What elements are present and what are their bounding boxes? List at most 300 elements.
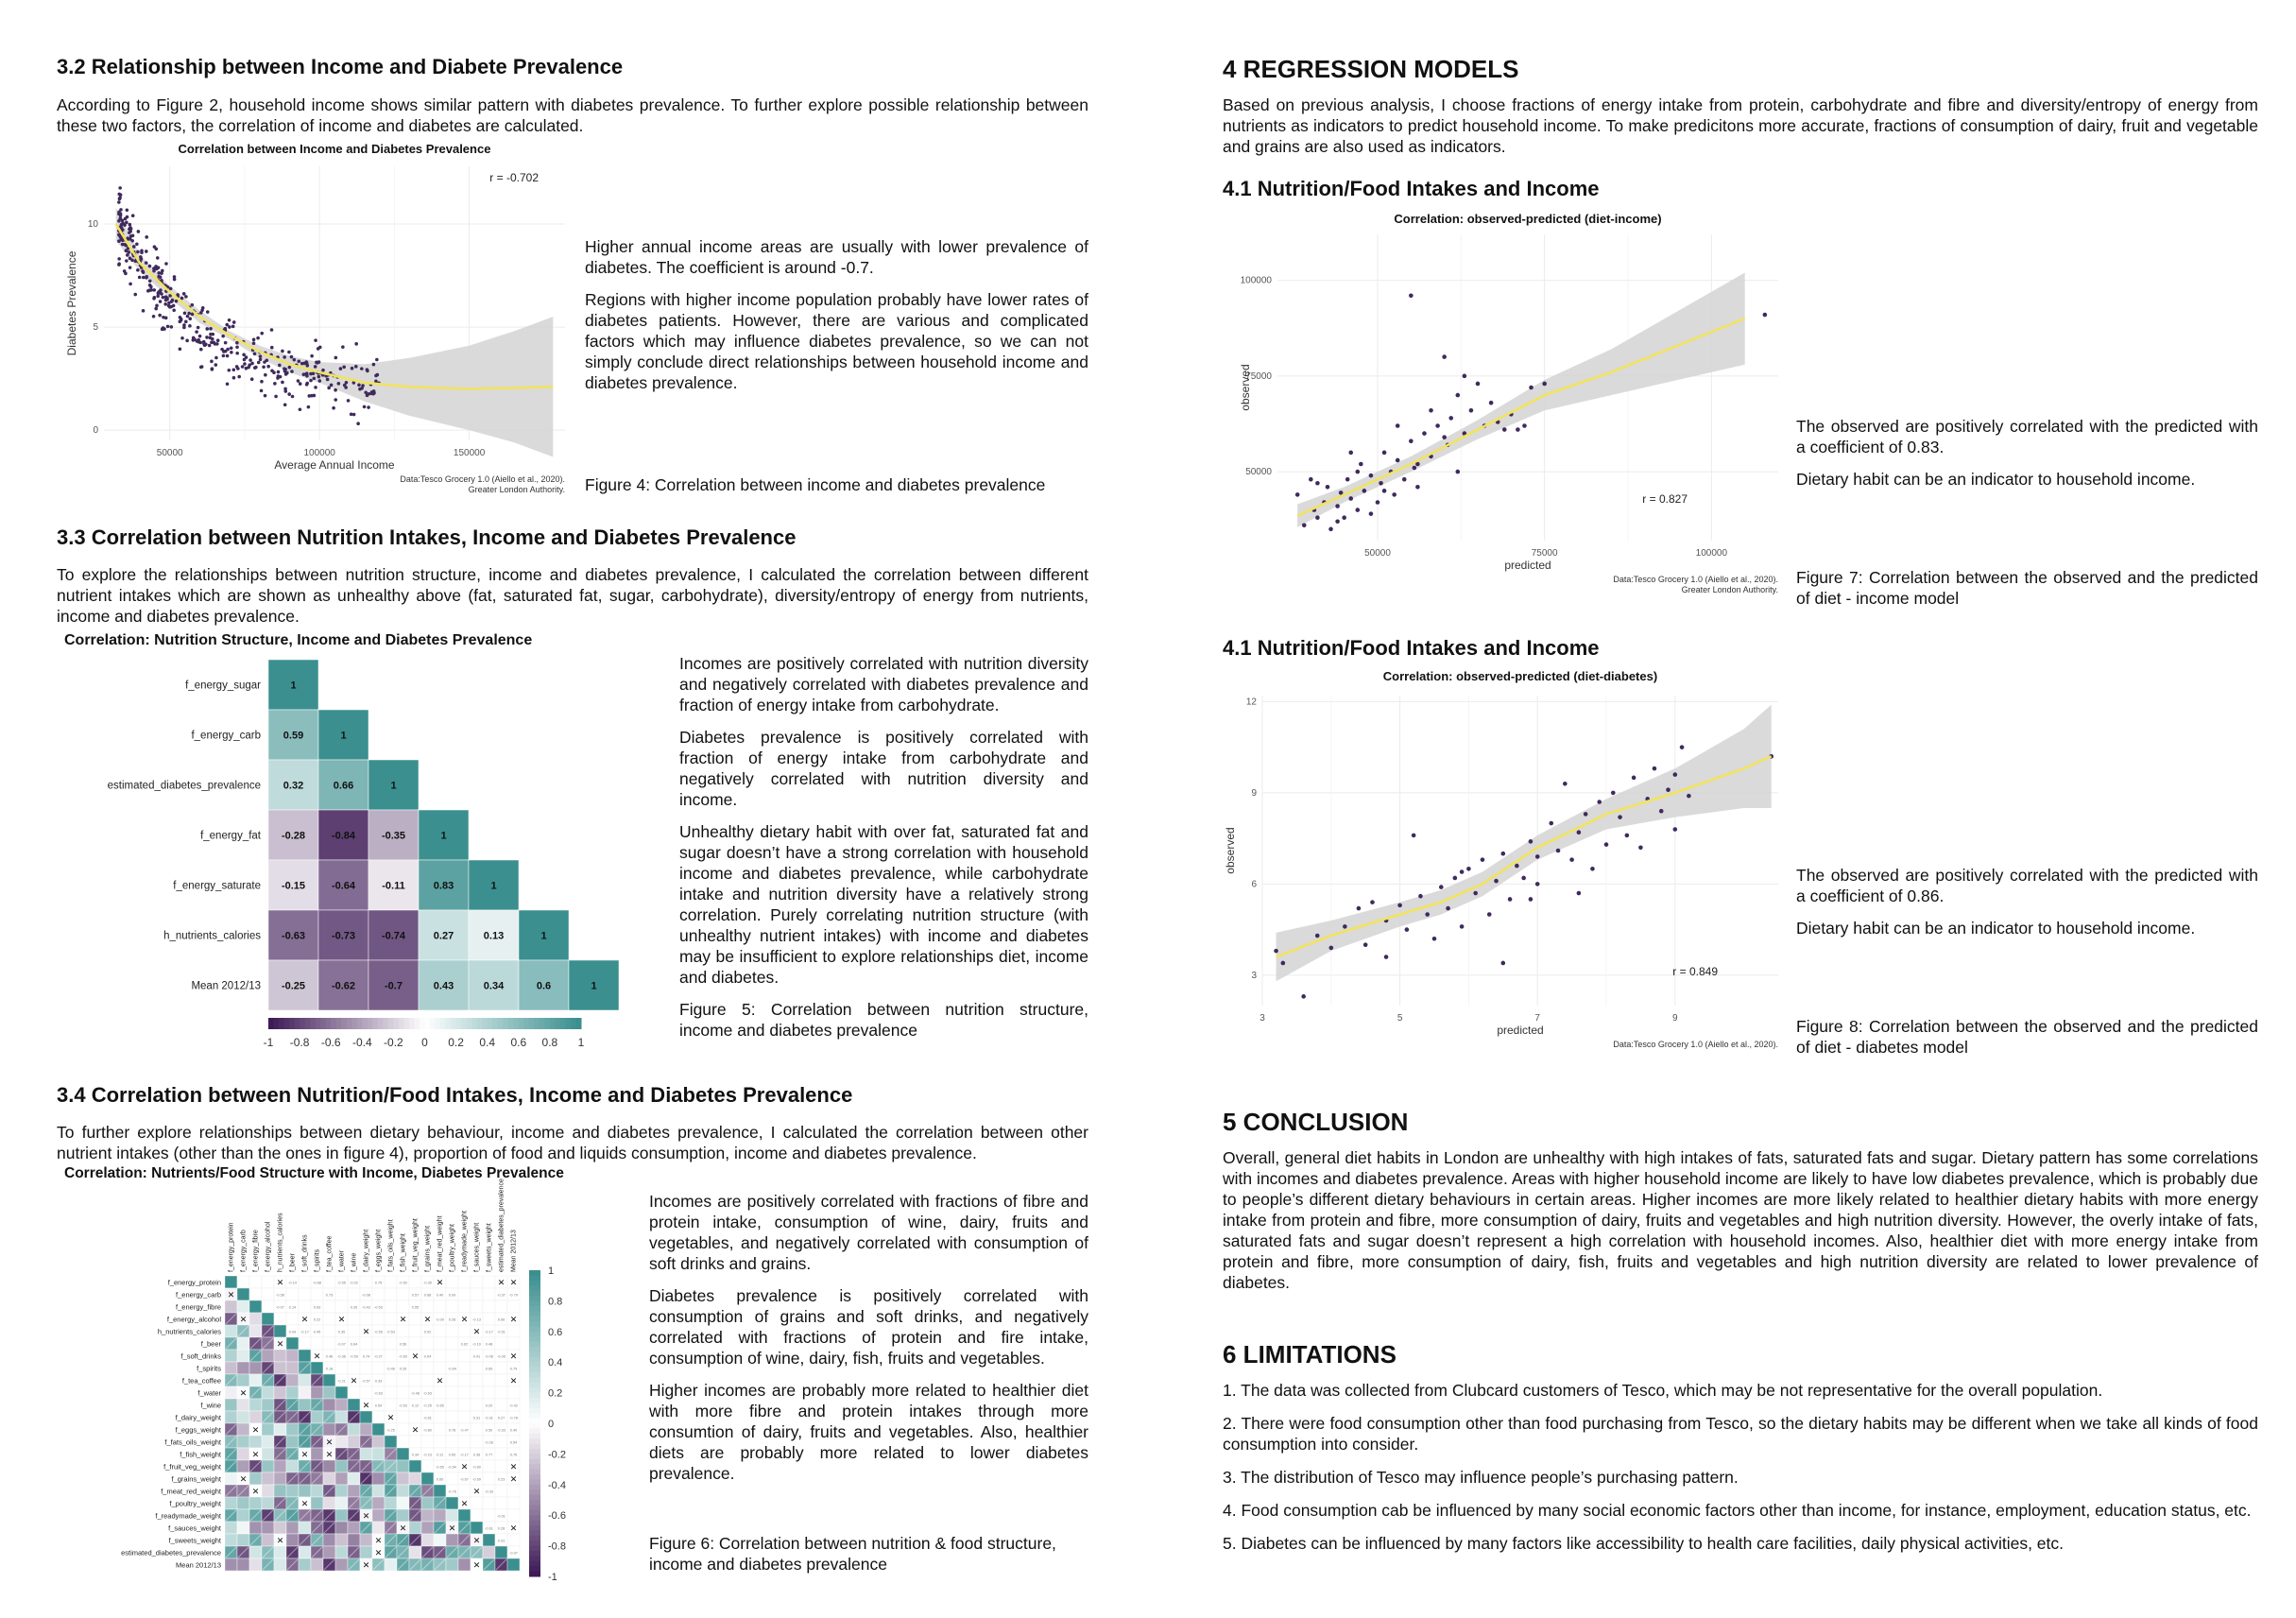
correlation-cell [262,1423,274,1436]
color-scale-segment [529,1485,540,1490]
data-point [1396,458,1400,463]
correlation-cell-upper [495,1362,507,1374]
data-point [214,363,217,367]
data-point [272,370,276,374]
data-point [283,368,287,371]
data-point [1442,435,1447,439]
correlation-cell-upper [471,1497,483,1509]
data-point [142,270,146,274]
cell-value: -0.35 [423,1281,432,1285]
data-point [154,307,158,311]
cell-value: -0.09 [497,1354,505,1359]
cell-value: -0.35 [381,830,406,842]
data-point [226,348,230,352]
insignificant-mark: ✕ [472,1560,481,1570]
section-3-3-text-1: Incomes are positively correlated with nutrition diversity and negatively correlated with diabetes prevalence and fraction of energy intake from carbohydrate. [679,654,1088,714]
color-scale-segment [555,1018,560,1029]
data-point [1409,439,1414,443]
cell-value: -0.17 [485,1330,493,1334]
cell-value: 0.02 [423,1330,432,1334]
data-point [1405,927,1410,932]
row-label: h_nutrients_calories [157,1327,221,1336]
data-point [1469,408,1474,413]
correlation-cell [286,1337,299,1350]
data-point [1425,912,1430,917]
cell-value: 0.41 [472,1354,481,1359]
color-scale-segment [477,1018,483,1029]
row-label: f_energy_fat [200,830,261,842]
data-point [1535,854,1540,859]
correlation-cell [323,1546,335,1558]
insignificant-mark: ✕ [509,1523,518,1533]
cell-value: 0.09 [288,1330,297,1334]
data-point [232,320,236,324]
insignificant-mark: ✕ [448,1523,456,1533]
x-tick-label: 100000 [303,448,335,458]
data-point [183,311,187,315]
section-4-1b-text-1: The observed are positively correlated with the predicted with a coefficient of 0.86. [1796,866,2258,905]
data-point [125,259,129,263]
data-point [264,394,267,398]
row-label: f_readymade_weight [155,1511,221,1521]
data-point [1501,961,1506,966]
color-scale-segment [529,1306,540,1312]
color-scale-tick: 0.8 [548,1296,563,1308]
data-point [120,223,124,227]
cell-value: -0.78 [509,1416,518,1420]
color-scale-tick: 0 [421,1036,428,1049]
color-scale-segment [403,1018,409,1029]
correlation-cell-upper [446,1472,458,1485]
cell-value: 0.50 [485,1428,493,1433]
cell-value: 0.40 [509,1428,518,1433]
color-scale-segment [279,1018,284,1029]
section-4-intro: Based on previous analysis, I choose fractions of energy intake from protein, carbohydrate and fibre and diversity/entropy of energy from nutrients as indicators to predict household income. To make predicitons more accurate, fractions of consumption of dairy, fruit and vegetable and grains are also used as indicators. [1223,95,2258,156]
color-scale-segment [534,1018,540,1029]
insignificant-mark: ✕ [362,1511,370,1521]
data-source-note: Data:Tesco Grocery 1.0 (Aiello et al., 2020). [1613,575,1778,584]
correlation-cell-upper [458,1485,471,1497]
correlation-cell [249,1325,262,1337]
color-scale-segment [388,1018,394,1029]
correlation-cell-upper [372,1288,385,1300]
data-point [1460,869,1465,874]
data-point [173,275,177,279]
data-point [293,358,297,362]
chart-title: Correlation: observed-predicted (diet-income) [1394,212,1662,226]
data-point [1348,451,1353,456]
cell-value: -0.65 [436,1465,444,1470]
correlation-cell [225,1362,237,1374]
cell-value: -0.33 [485,1489,493,1494]
correlation-cell [262,1472,274,1485]
data-point [1435,423,1440,428]
color-scale-segment [529,1285,540,1291]
data-point [171,299,175,302]
insignificant-mark: ✕ [300,1499,309,1508]
correlation-cell-upper [458,1276,471,1288]
column-label: f_dairy_weight [363,1229,370,1272]
data-point [193,338,197,342]
cell-value: 0.75 [374,1281,383,1285]
data-point [1508,897,1513,902]
data-point [195,330,198,334]
correlation-cell [421,1497,434,1509]
color-scale-segment [488,1018,493,1029]
correlation-cell [434,1509,446,1522]
data-point [356,422,360,425]
data-point [224,341,228,345]
data-point [172,304,176,308]
data-point [211,368,214,371]
color-scale-tick: -0.6 [548,1510,566,1523]
data-point [281,350,284,353]
cell-value: 0.28 [497,1526,505,1531]
correlation-cell [225,1350,237,1362]
correlation-cell [323,1374,335,1386]
correlation-cell-upper [458,1288,471,1300]
data-point [290,355,294,359]
color-scale-segment [529,1368,540,1373]
correlation-cell-upper [421,1460,434,1472]
color-scale-segment [368,1018,373,1029]
cell-value: -0.55 [374,1330,383,1334]
cell-value: 0.54 [509,1440,518,1445]
cell-value: 0.34 [483,980,505,992]
data-point [145,261,148,265]
data-point [152,267,156,270]
correlation-cell [262,1399,274,1411]
row-label: f_tea_coffee [181,1376,221,1386]
correlation-cell [225,1300,237,1313]
correlation-cell [458,1558,471,1571]
x-tick-label: 150000 [453,448,486,458]
cell-value: 0.48 [485,1342,493,1347]
color-scale-segment [347,1018,352,1029]
cell-value: 1 [440,830,447,842]
cell-value: -0.25 [386,1428,395,1433]
correlation-cell [237,1362,249,1374]
correlation-cell [335,1386,348,1399]
correlation-cell-upper [495,1497,507,1509]
color-scale-segment [529,1489,540,1495]
data-point [228,325,231,329]
correlation-cell [249,1497,262,1509]
cell-value: 0.03 [497,1539,505,1543]
correlation-cell [274,1362,286,1374]
data-point [354,365,358,369]
data-point [202,340,206,344]
cell-value: -0.02 [350,1281,358,1285]
color-scale-segment [529,1572,540,1577]
data-point [334,398,337,402]
cell-value: -0.69 [472,1477,481,1482]
cell-value: 1 [490,880,497,892]
data-point [1448,416,1453,421]
insignificant-mark: ✕ [509,1315,518,1324]
correlation-cell [249,1300,262,1313]
data-point [135,242,139,246]
cell-value: -0.07 [337,1342,346,1347]
correlation-cell [225,1522,237,1534]
data-point [1345,477,1350,482]
correlation-cell-upper [385,1399,397,1411]
cell-value: -0.17 [460,1453,469,1457]
chart-title: Correlation: Nutrients/Food Structure with Income, Diabetes Prevalence [64,1165,564,1181]
correlation-cell-upper [458,1300,471,1313]
y-tick-label: 50000 [1245,467,1272,478]
cell-value: 0.59 [283,730,304,742]
correlation-cell [286,1386,299,1399]
correlation-cell [237,1534,249,1546]
cell-value: 0.6 [536,980,552,992]
insignificant-mark: ✕ [227,1290,235,1300]
color-scale-segment [529,1556,540,1561]
insignificant-mark: ✕ [497,1278,505,1287]
correlation-cell-upper [262,1288,274,1300]
insignificant-mark: ✕ [472,1536,481,1545]
color-scale-segment [331,1018,336,1029]
correlation-cell-upper [360,1386,372,1399]
data-point [1409,294,1414,299]
color-scale-segment [362,1018,368,1029]
color-scale-segment [508,1018,514,1029]
correlation-cell [409,1522,421,1534]
correlation-cell [409,1472,421,1485]
correlation-cell [397,1485,409,1497]
r-annotation: r = 0.849 [1672,965,1718,978]
correlation-cell-upper [335,1288,348,1300]
insignificant-mark: ✕ [509,1278,518,1287]
insignificant-mark: ✕ [313,1351,321,1361]
data-point [1653,766,1657,771]
correlation-cell [323,1534,335,1546]
data-point [266,358,269,362]
color-scale-segment [420,1018,425,1029]
data-point [1397,904,1402,908]
correlation-cell-upper [495,1300,507,1313]
data-point [235,341,239,345]
correlation-cell [385,1436,397,1448]
correlation-cell [335,1497,348,1509]
data-point [152,315,156,318]
correlation-cell-upper [372,1362,385,1374]
data-point [1315,481,1320,486]
correlation-cell-upper [299,1300,311,1313]
correlation-cell-upper [471,1423,483,1436]
insignificant-mark: ✕ [509,1351,518,1361]
data-point [1466,867,1471,871]
color-scale-segment [529,1275,540,1281]
section-4-1a-text [1796,416,2258,501]
data-point [270,328,274,332]
x-tick-label: 50000 [156,448,183,458]
data-point [119,208,123,212]
data-point [145,235,148,239]
correlation-cell [286,1522,299,1534]
color-scale-segment [372,1018,378,1029]
data-point [129,237,132,241]
insignificant-mark: ✕ [325,1437,334,1447]
data-point [290,370,294,373]
r-annotation: r = -0.702 [489,171,539,184]
data-point [126,208,129,212]
column-label: f_readymade_weight [461,1211,469,1272]
color-scale-tick: 0.6 [548,1326,563,1338]
color-scale-segment [274,1018,280,1029]
row-label: f_poultry_weight [169,1499,221,1508]
correlation-cell-upper [458,1325,471,1337]
data-point [184,320,188,324]
data-point [1315,934,1320,938]
data-point [352,413,356,417]
data-point [228,369,231,372]
cell-value: 0.43 [433,980,454,992]
data-point [1379,481,1383,486]
data-point [161,328,164,332]
correlation-cell [249,1522,262,1534]
y-tick-label: 12 [1245,697,1257,708]
correlation-cell-upper [483,1313,495,1325]
section-4-1a-heading: 4.1 Nutrition/Food Intakes and Income [1223,177,1600,200]
data-point [313,377,317,381]
color-scale-segment [529,1403,540,1408]
data-point [262,365,266,369]
data-point [351,367,354,370]
correlation-cell [385,1558,397,1571]
correlation-cell [249,1546,262,1558]
data-point [313,394,317,398]
data-point [305,374,309,378]
correlation-cell-upper [249,1288,262,1300]
insignificant-mark: ✕ [411,1425,420,1435]
data-point [209,336,213,340]
color-scale-tick: -0.2 [548,1449,566,1461]
column-label: f_meat_red_weight [437,1215,444,1272]
data-point [117,200,121,204]
data-point [1413,466,1417,471]
correlation-cell [311,1411,323,1423]
section-3-4-intro: To further explore relationships between dietary behaviour, income and diabetes prevalence, I calculated the correlation between other nutrient intakes (other than the ones in figure 4), proportion of food and liquids consumption, income and diabetes prevalence. [57,1123,1088,1162]
correlation-cell-upper [446,1325,458,1337]
data-point [1274,949,1278,954]
color-scale-segment [529,1515,540,1521]
correlation-cell [249,1313,262,1325]
correlation-cell [434,1534,446,1546]
correlation-cell [348,1485,360,1497]
cell-value: -0.53 [374,1305,383,1310]
insignificant-mark: ✕ [276,1339,284,1349]
data-point [1329,946,1334,951]
data-point [334,388,337,392]
correlation-cell [237,1399,249,1411]
data-point [129,266,132,269]
insignificant-mark: ✕ [251,1425,260,1435]
correlation-cell [249,1472,262,1485]
correlation-cell [421,1534,434,1546]
row-label: f_sweets_weight [168,1536,221,1545]
section-3-3-text-2: Diabetes prevalence is positively correlated with fraction of energy intake from carbohydrate and negatively correlated with nutrition diversity and income. [679,728,1088,809]
correlation-cell-upper [434,1325,446,1337]
color-scale-segment [399,1018,404,1029]
data-point [1376,500,1380,505]
data-point [1460,924,1465,929]
insignificant-mark: ✕ [251,1450,260,1459]
color-scale-segment [529,1474,540,1480]
correlation-cell-upper [495,1436,507,1448]
insignificant-mark: ✕ [399,1523,407,1533]
color-scale-segment [550,1018,556,1029]
insignificant-mark: ✕ [337,1315,346,1324]
cell-value: -0.08 [485,1354,493,1359]
data-point [1343,924,1347,929]
correlation-cell-upper [323,1325,335,1337]
correlation-cell [225,1558,237,1571]
correlation-cell-upper [495,1386,507,1399]
correlation-cell [262,1313,274,1325]
data-point [161,269,164,273]
section-3-4-text-1: Incomes are positively correlated with fractions of fibre and protein intake, consumption of wine, dairy, fruits and vegetables, and negatively correlated with consumption of soft drinks and grains. [649,1192,1088,1273]
cell-value: 0.77 [485,1453,493,1457]
data-point [283,403,287,406]
data-point [237,375,241,379]
correlation-cell-upper [421,1436,434,1448]
cell-value: -0.14 [288,1281,297,1285]
data-point [1415,485,1420,490]
data-point [230,346,233,350]
correlation-cell [237,1460,249,1472]
x-axis-label: predicted [1497,1024,1544,1037]
y-axis-label: observed [1239,364,1252,411]
correlation-cell [286,1436,299,1448]
correlation-cell-upper [237,1276,249,1288]
color-scale-segment [519,1018,524,1029]
correlation-cell [385,1497,397,1509]
data-point [1577,891,1582,896]
correlation-cell-upper [495,1399,507,1411]
limitation-item: 2. There were food consumption other than food purchasing from Tesco, so the dietary habits may be different when we take all kinds of food consumption into consider. [1223,1414,2258,1454]
correlation-cell-upper [360,1313,372,1325]
data-point [1315,515,1320,520]
correlation-cell-upper [299,1276,311,1288]
insignificant-mark: ✕ [239,1388,248,1398]
correlation-cell-upper [507,1534,520,1546]
color-scale-segment [529,1321,540,1327]
row-label: f_meat_red_weight [161,1487,221,1496]
data-point [157,291,161,295]
data-point [281,381,284,385]
correlation-cell-upper [262,1276,274,1288]
correlation-cell-upper [483,1460,495,1472]
correlation-cell-upper [397,1325,409,1337]
cell-value: -0.57 [362,1379,370,1384]
color-scale-segment [461,1018,467,1029]
cell-value: -0.28 [485,1440,493,1445]
cell-value: 0.09 [448,1293,456,1298]
data-point [1302,524,1307,528]
limitations-list-wrap [1223,1380,2258,1566]
correlation-cell [311,1485,323,1497]
color-scale-segment [341,1018,347,1029]
cell-value: 0.36 [472,1453,481,1457]
data-point [165,296,169,300]
correlation-cell [360,1423,372,1436]
correlation-cell-upper [385,1288,397,1300]
data-point [230,351,233,354]
color-scale-segment [300,1018,305,1029]
row-label: f_energy_carb [176,1290,221,1300]
data-point [1301,994,1306,999]
